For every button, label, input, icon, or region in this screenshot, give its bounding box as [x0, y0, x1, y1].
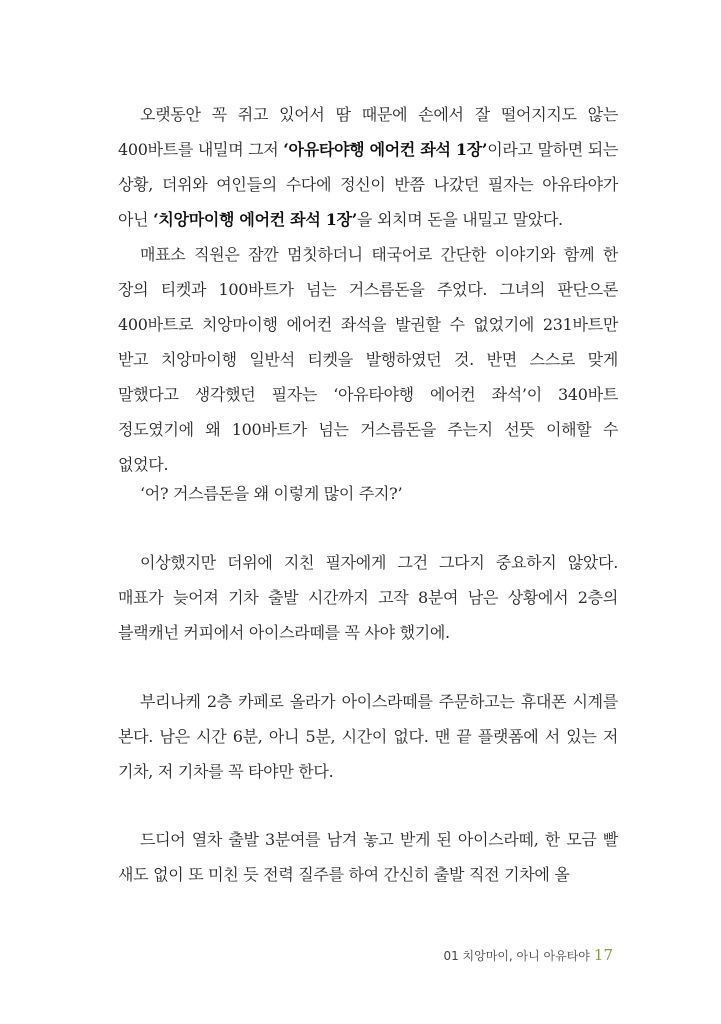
paragraph-3-quote: ‘어? 거스름돈을 왜 이렇게 많이 주지?’ [140, 484, 403, 503]
p1-text-e: 을 외치며 돈을 내밀고 말았다. [357, 210, 563, 229]
p1-bold-quote-2: ‘치앙마이행 에어컨 좌석 1장’ [153, 210, 358, 229]
paragraph-6: 드디어 열차 출발 3분여를 남겨 놓고 받게 된 아이스라떼, 한 모금 빨 새도 없이 또 미친 듯 전력 질주를 하여 간신히 출발 직전 기차에 올 [118, 830, 618, 884]
p1-text-a: 오랫동안 꼭 쥐고 있어서 땀 때문에 손에서 잘 떨어지지도 않는 400바트를 내밀며 그저 [118, 105, 618, 159]
paragraph-1 [118, 97, 618, 237]
paragraph-4: 이상했지만 더위에 지친 필자에게 그건 그다지 중요하지 않았다. 매표가 늦어져 기차 출발 시간까지 고작 8분여 남은 상황에서 2층의 블랙캐넌 커피에서 아이스라떼를 꼭 사야 했기에. [118, 553, 618, 642]
chapter-title: 01 치앙마이, 아니 아유타야 [443, 949, 590, 963]
page-number: 17 [593, 946, 613, 964]
paragraph-5: 부리나케 2층 카페로 올라가 아이스라떼를 주문하고는 휴대폰 시계를 본다. 남은 시간 6분, 아니 5분, 시간이 없다. 맨 끝 플랫폼에 서 있는 저 기차, 저 기차를 꼭 타야만 한다. [118, 692, 618, 781]
page-footer [443, 946, 613, 964]
p1-text-c: 이라고 말하면 되는 상황, 더위와 여인들의 수다에 정신이 반쯤 나갔던 필자는 아유타야가 아닌 [118, 140, 619, 229]
p1-bold-quote-1: ‘아유타야행 에어컨 좌석 1장’ [283, 140, 488, 159]
paragraph-2: 매표소 직원은 잠깐 멈칫하더니 태국어로 간단한 이야기와 함께 한 장의 티켓과 100바트가 넘는 거스름돈을 주었다. 그녀의 판단으론 400바트로 치앙마이행 에어컨 좌석을 발권할 수 없었기에 231바트만 받고 치앙마이행 일반석 티켓을 발행하였던 것. 반면 스스로 맞게 말했다고 생각했던 필자는 ‘아유타야행 에어컨 좌석’이 340바트 정도였기에 왜 100바트가 넘는 거스름돈을 주는지 선뜻 이해할 수 없었다. [118, 245, 618, 474]
